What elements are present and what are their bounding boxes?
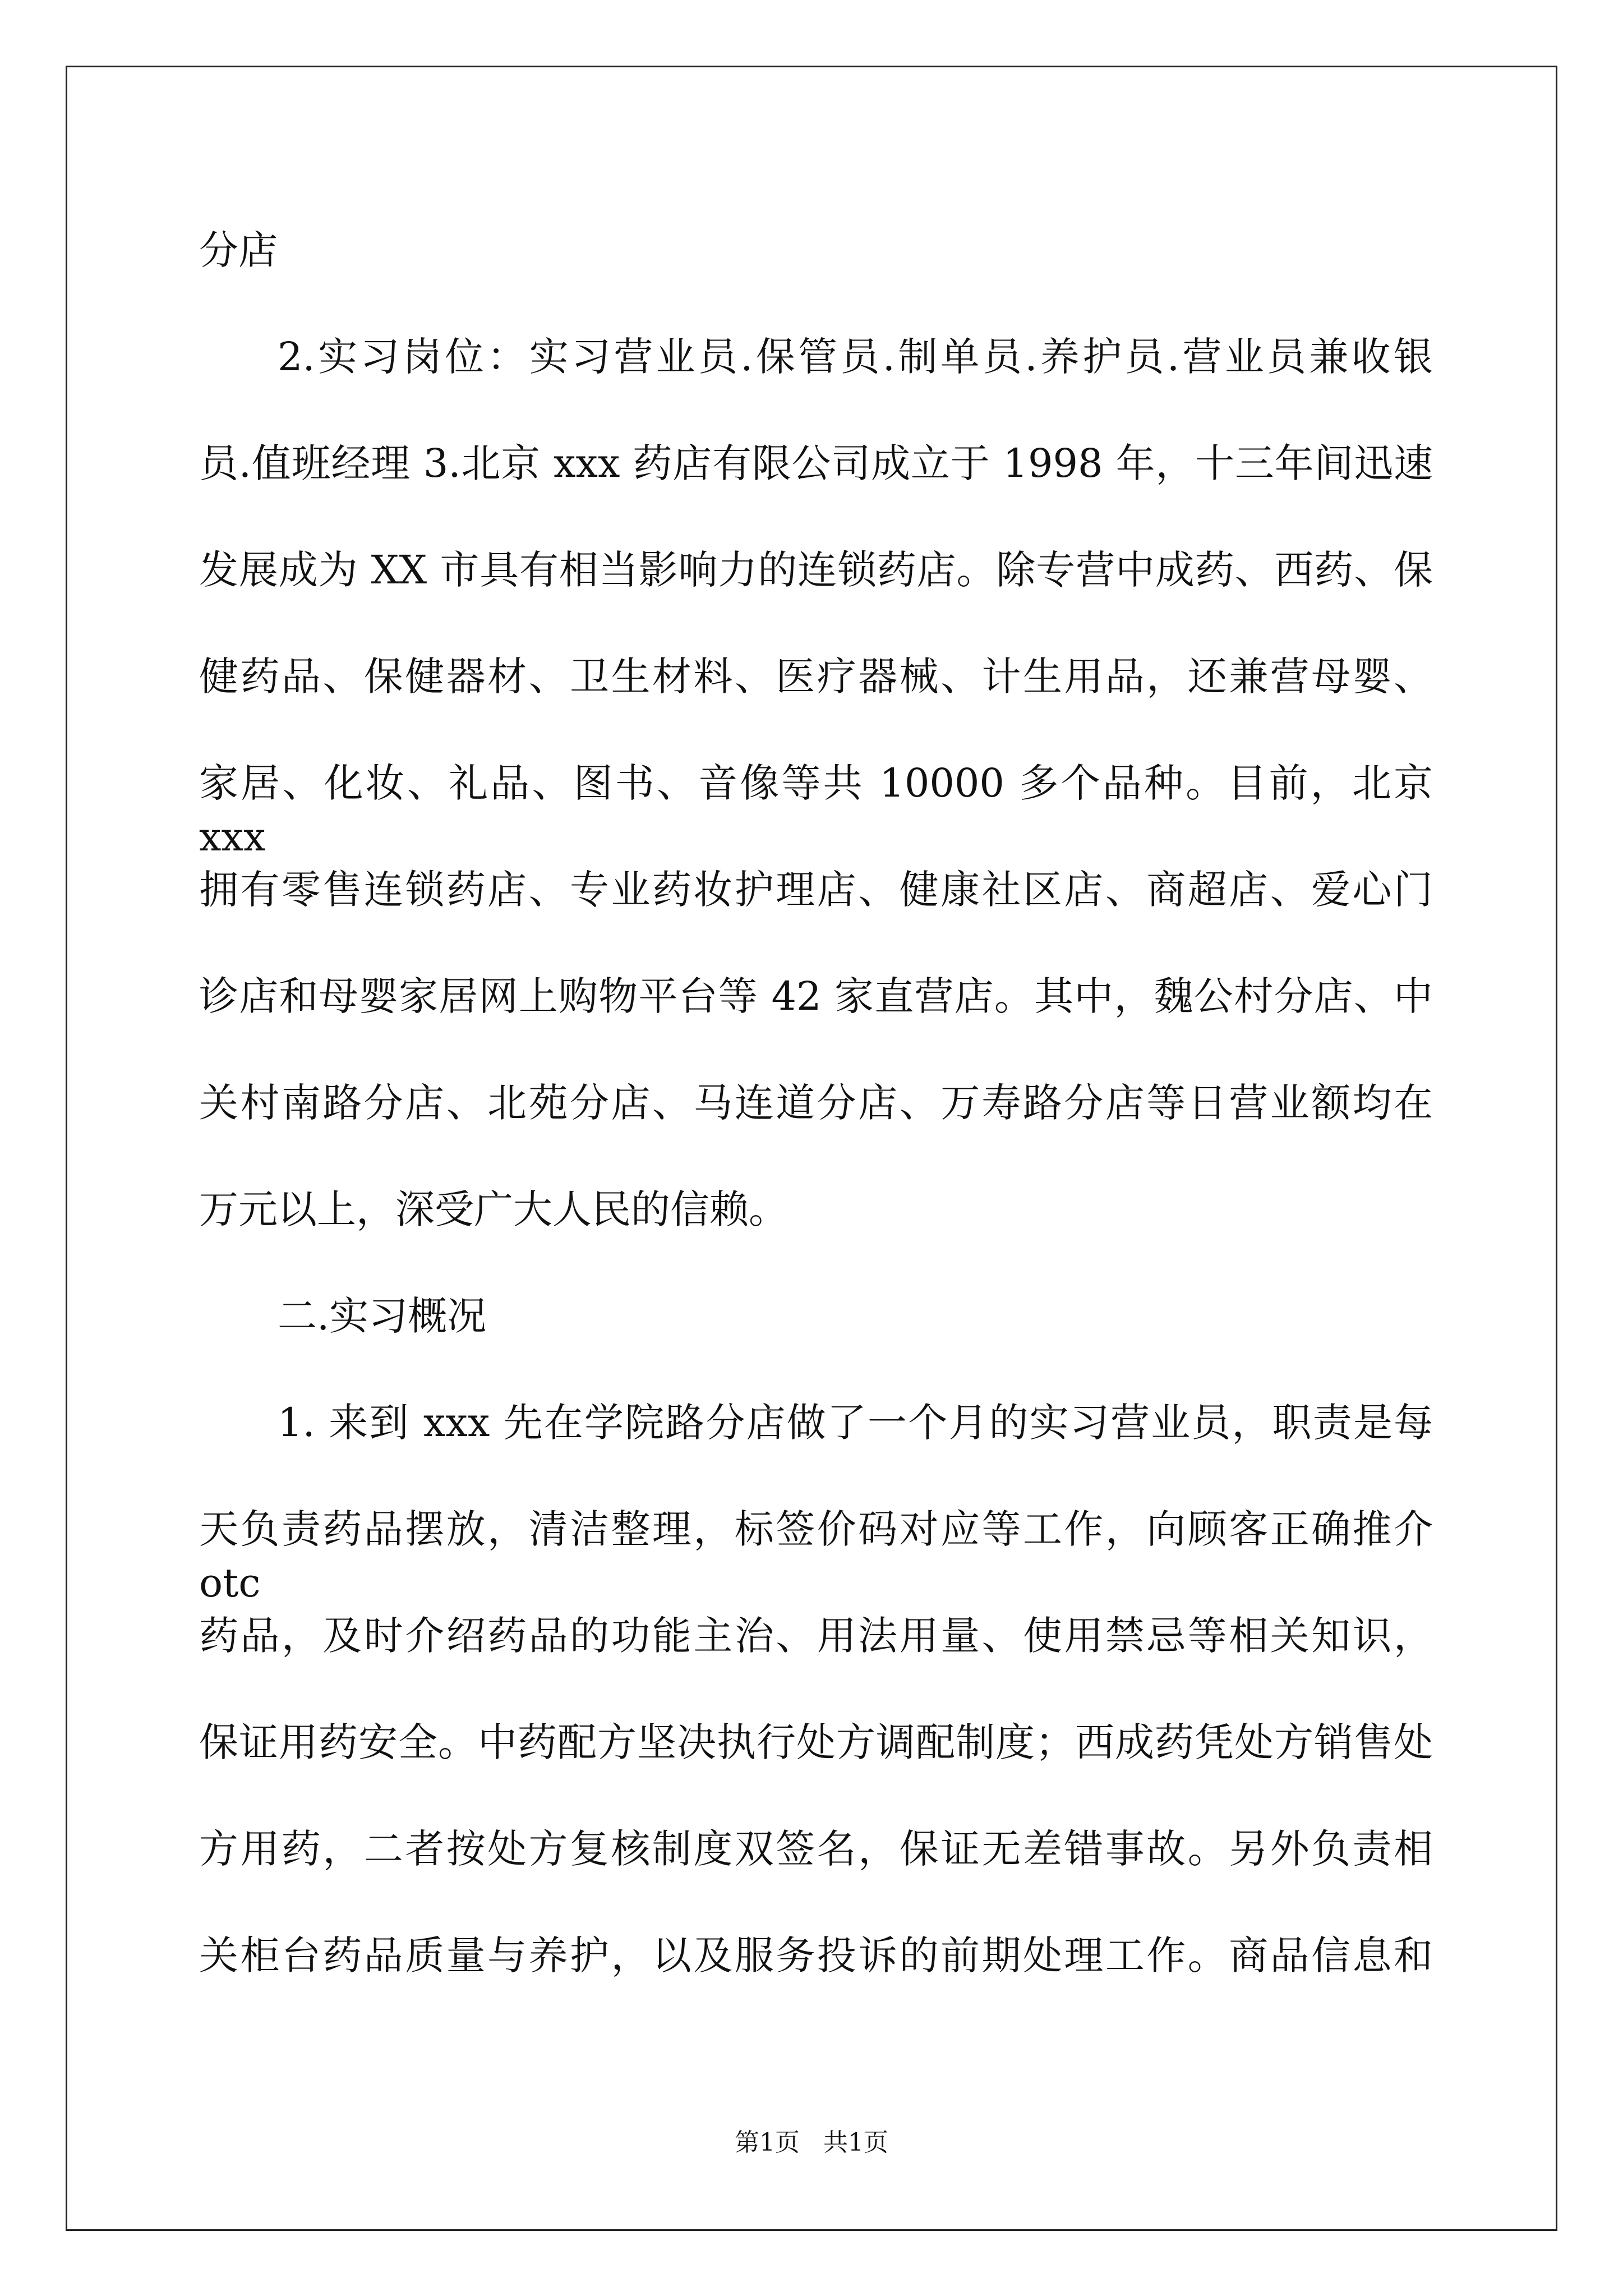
text-line-15: 保证用药安全。中药配方坚决执行处方调配制度；西成药凭处方销售处: [199, 1719, 1433, 1765]
page-border: [66, 66, 1557, 2231]
text-line-3: 员.值班经理 3.北京 xxx 药店有限公司成立于 1998 年，十三年间迅速: [199, 440, 1433, 486]
text-line-1: 分店: [199, 227, 278, 273]
text-line-16: 方用药，二者按处方复核制度双签名，保证无差错事故。另外负责相: [199, 1826, 1433, 1872]
text-line-9: 关村南路分店、北苑分店、马连道分店、万寿路分店等日营业额均在: [199, 1080, 1433, 1126]
text-line-4: 发展成为 XX 市具有相当影响力的连锁药店。除专营中成药、西药、保: [199, 547, 1433, 593]
text-line-7: 拥有零售连锁药店、专业药妆护理店、健康社区店、商超店、爱心门: [199, 867, 1433, 913]
text-line-12: 1. 来到 xxx 先在学院路分店做了一个月的实习营业员，职责是每: [278, 1400, 1433, 1446]
text-line-10: 万元以上，深受广大人民的信赖。: [199, 1186, 788, 1232]
text-line-13: 天负责药品摆放，清洁整理，标签价码对应等工作，向顾客正确推介 otc: [199, 1506, 1433, 1606]
text-line-14: 药品，及时介绍药品的功能主治、用法用量、使用禁忌等相关知识，: [199, 1613, 1433, 1659]
text-line-2: 2.实习岗位：实习营业员.保管员.制单员.养护员.营业员兼收银: [278, 334, 1433, 380]
text-line-6: 家居、化妆、礼品、图书、音像等共 10000 多个品种。目前，北京 xxx: [199, 760, 1433, 860]
page-footer: 第1页 共1页: [735, 2128, 888, 2157]
text-line-17: 关柜台药品质量与养护，以及服务投诉的前期处理工作。商品信息和: [199, 1932, 1433, 1978]
text-line-8: 诊店和母婴家居网上购物平台等 42 家直营店。其中，魏公村分店、中: [199, 973, 1433, 1019]
text-line-5: 健药品、保健器材、卫生材料、医疗器械、计生用品，还兼营母婴、: [199, 654, 1433, 700]
section-heading: 二.实习概况: [278, 1293, 487, 1339]
